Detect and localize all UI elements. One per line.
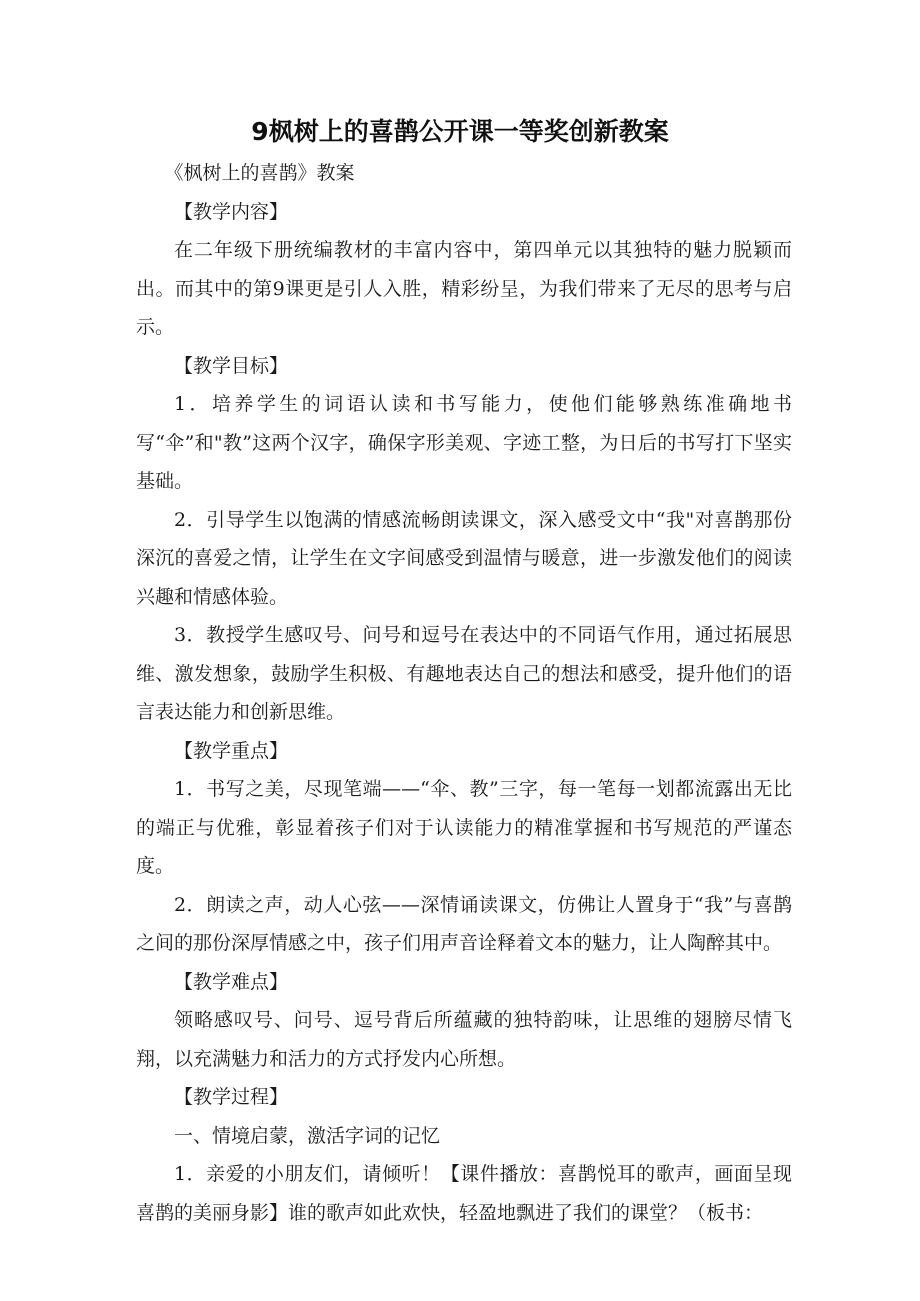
goal-item-2: 2．引导学生以饱满的情感流畅朗读课文，深入感受文中“我"对喜鹊那份深沉的喜爱之情，让学生在文字间感受到温情与暖意，进一步激发他们的阅读兴趣和情感体验。: [136, 508, 792, 608]
document-subtitle: 《枫树上的喜鹊》教案: [164, 162, 355, 184]
section-heading-difficulties: 【教学难点】: [174, 970, 289, 993]
key-point-2: 2．朗读之声，动人心弦——深情诵读课文，仿佛让人置身于“我”与喜鹊之间的那份深厚情感之中，孩子们用声音诠释着文本的魅力，让人陶醉其中。: [136, 893, 792, 954]
document-body: [136, 154, 792, 1232]
section-heading-goals: 【教学目标】: [174, 354, 289, 377]
process-step-heading: 一、情境启蒙，激活字词的记忆: [174, 1124, 441, 1147]
paragraph-content: 在二年级下册统编教材的丰富内容中，第四单元以其独特的魅力脱颖而出。而其中的第9课更是引人入胜，精彩纷呈，为我们带来了无尽的思考与启示。: [136, 239, 792, 338]
section-heading-process: 【教学过程】: [174, 1086, 289, 1108]
key-point-1: 1．书写之美，尽现笔端——“伞、教”三字，每一笔每一划都流露出无比的端正与优雅，彰显着孩子们对于认读能力的精准掌握和书写规范的严谨态度。: [136, 778, 792, 877]
goal-item-3: 3．教授学生感叹号、问号和逗号在表达中的不同语气作用，通过拓展思维、激发想象，鼓励学生积极、有趣地表达自己的想法和感受，提升他们的语言表达能力和创新思维。: [136, 624, 792, 723]
section-heading-key-points: 【教学重点】: [174, 739, 289, 762]
difficulty-paragraph: 领略感叹号、问号、逗号背后所蕴藏的独特韵味，让思维的翅膀尽情飞翔，以充满魅力和活力的方式抒发内心所想。: [136, 1009, 792, 1070]
document-title: 9枫树上的喜鹊公开课一等奖创新教案: [251, 117, 669, 146]
process-step-1: 1．亲爱的小朋友们，请倾听！【课件播放：喜鹊悦耳的歌声，画面呈现喜鹊的美丽身影】谁的歌声如此欢快，轻盈地飘进了我们的课堂？（板书：: [136, 1163, 792, 1224]
section-heading-content: 【教学内容】: [174, 200, 289, 223]
goal-item-1: 1．培养学生的词语认读和书写能力，使他们能够熟练准确地书写“伞”和"教”这两个汉字，确保字形美观、字迹工整，为日后的书写打下坚实基础。: [136, 393, 792, 492]
